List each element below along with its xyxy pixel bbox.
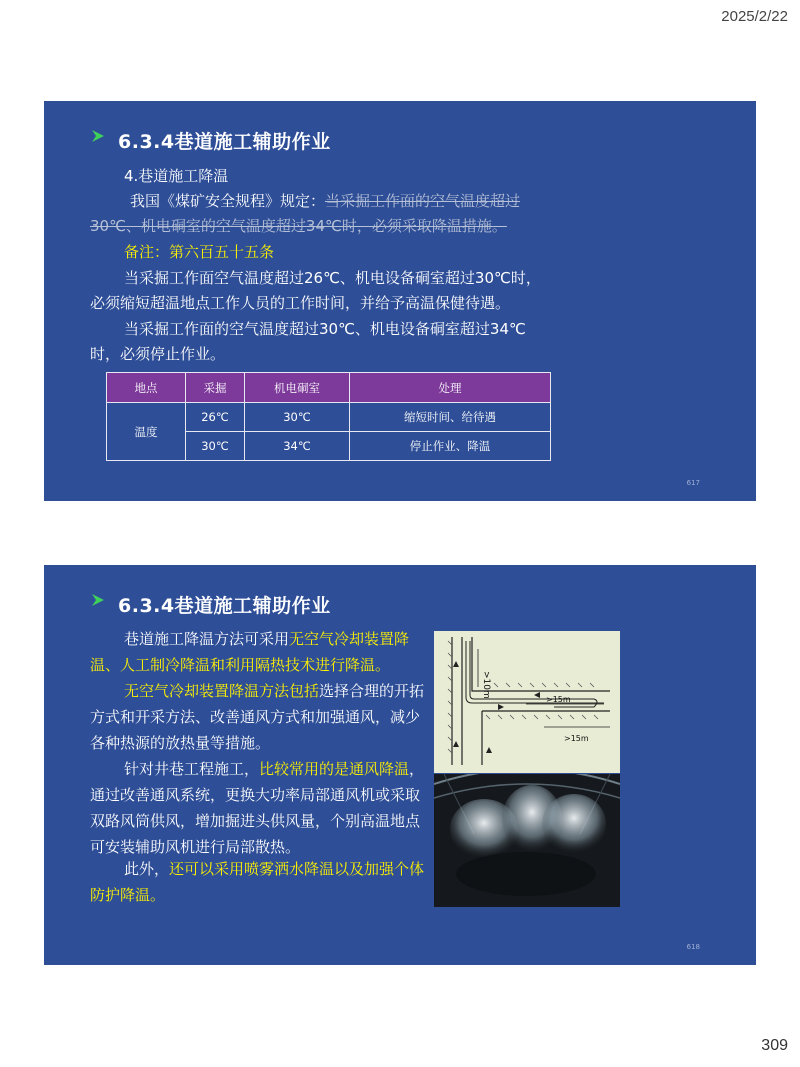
ventilation-diagram [434, 631, 620, 773]
temperature-table [106, 372, 551, 461]
subheading: 4.巷道施工降温 [124, 167, 229, 185]
dimension-label-inner: >15m [546, 695, 571, 704]
table-cell: 30℃ [245, 403, 350, 432]
paragraph-4: 此外，还可以采用喷雾洒水降温以及加强个体防护降温。 [90, 860, 425, 904]
para2-line2: 时，必须停止作业。 [90, 345, 226, 363]
table-cell: 34℃ [245, 432, 350, 461]
slide-number: 617 [686, 479, 700, 487]
regulation-line-1: 我国《煤矿安全规程》规定：当采掘工作面的空气温度超过 [130, 192, 521, 210]
table-header: 机电硐室 [245, 373, 350, 403]
print-date: 2025/2/22 [721, 8, 788, 25]
para2-line1: 当采掘工作面的空气温度超过30℃、机电设备硐室超过34℃ [124, 320, 526, 338]
para1-line2: 必须缩短超温地点工作人员的工作时间，并给予高温保健待遇。 [90, 294, 511, 312]
dimension-label-outer: >15m [564, 734, 589, 743]
paragraph-1: 巷道施工降温方法可采用无空气冷却装置降温、人工制冷降温和利用隔热技术进行降温。 [90, 630, 410, 674]
table-row [107, 403, 551, 432]
paragraph-3: 针对井巷工程施工，比较常用的是通风降温，通过改善通风系统，更换大功率局部通风机或采取双路风筒供风，增加掘进头供风量，个别高温地点可安装辅助风机进行局部散热。 [90, 760, 425, 856]
table-header: 采掘 [186, 373, 245, 403]
water-spray-photo [434, 774, 620, 907]
table-header: 地点 [107, 373, 186, 403]
table-cell: 26℃ [186, 403, 245, 432]
note-article: 备注：第六百五十五条 [124, 243, 275, 261]
para1-line1: 当采掘工作面空气温度超过26℃、机电设备硐室超过30℃时， [124, 269, 541, 287]
page-number: 309 [761, 1037, 788, 1054]
dimension-label-vertical: >10m [481, 671, 491, 699]
slide-title: 6.3.4巷道施工辅助作业 [118, 595, 331, 617]
table-cell: 温度 [107, 403, 186, 461]
slide-title: 6.3.4巷道施工辅助作业 [118, 131, 331, 153]
slide-618 [44, 565, 756, 965]
regulation-line-2: 30℃、机电硐室的空气温度超过34℃时，必须采取降温措施。 [90, 217, 507, 235]
table-header: 处理 [350, 373, 551, 403]
slide-617 [44, 101, 756, 501]
table-cell: 缩短时间、给待遇 [350, 403, 551, 432]
slide-number: 618 [686, 943, 700, 951]
table-cell: 30℃ [186, 432, 245, 461]
table-cell: 停止作业、降温 [350, 432, 551, 461]
paragraph-2: 无空气冷却装置降温方法包括选择合理的开拓方式和开采方法、改善通风方式和加强通风，减少各种热源的放热量等措施。 [90, 682, 425, 752]
